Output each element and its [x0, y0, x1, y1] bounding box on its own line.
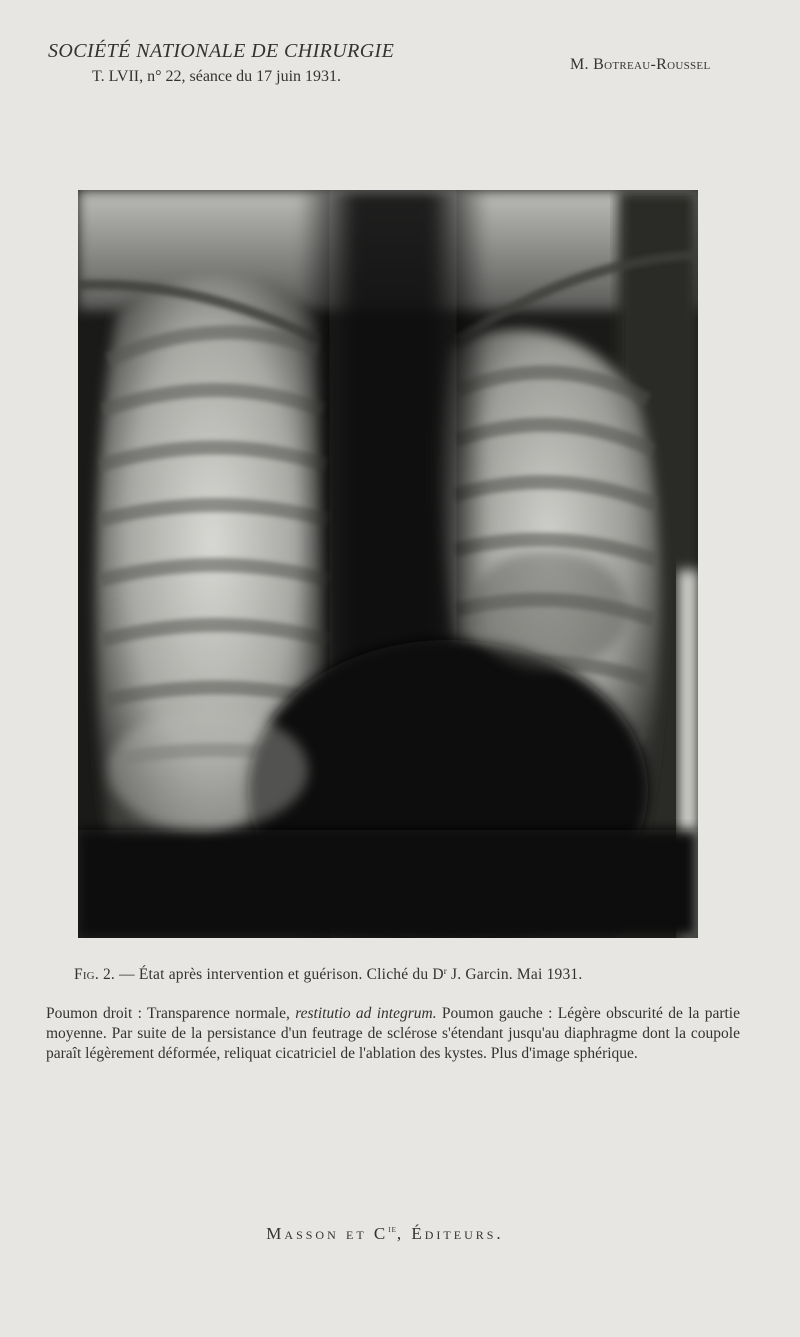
author-name: M. Botreau-Roussel — [570, 56, 711, 73]
description-italic: restitutio ad integrum. — [295, 1005, 437, 1022]
description-part1: Poumon droit : Transparence normale, — [46, 1005, 296, 1022]
figure-caption — [74, 966, 582, 984]
publisher-footer — [0, 1224, 770, 1244]
caption-superscript: r — [443, 966, 447, 976]
publisher-end: , Éditeurs. — [396, 1224, 504, 1243]
caption-end: J. Garcin. Mai 1931. — [446, 966, 583, 983]
chest-xray-figure — [78, 190, 698, 938]
journal-title: SOCIÉTÉ NATIONALE DE CHIRURGIE — [48, 40, 395, 62]
issue-line: T. LVII, n° 22, séance du 17 juin 1931. — [92, 68, 342, 85]
figure-label: Fig. 2. — [74, 966, 116, 983]
caption-text: — État après intervention et guérison. Cliché du D — [115, 966, 444, 983]
publisher-superscript: ie — [388, 1224, 397, 1235]
figure-description — [46, 1004, 740, 1064]
publisher-name: Masson et C — [266, 1224, 389, 1243]
description-part2: Poumon gauche : Légère obscurité de la partie moyenne. Par suite de la persistance d'un feutrage de sclérose s'étendant jusqu'au diaphragme dont la coupole paraît légèrement déformée, reliquat cicatriciel de l'ablation des kystes. Plus d'image sphérique. — [46, 1005, 740, 1062]
